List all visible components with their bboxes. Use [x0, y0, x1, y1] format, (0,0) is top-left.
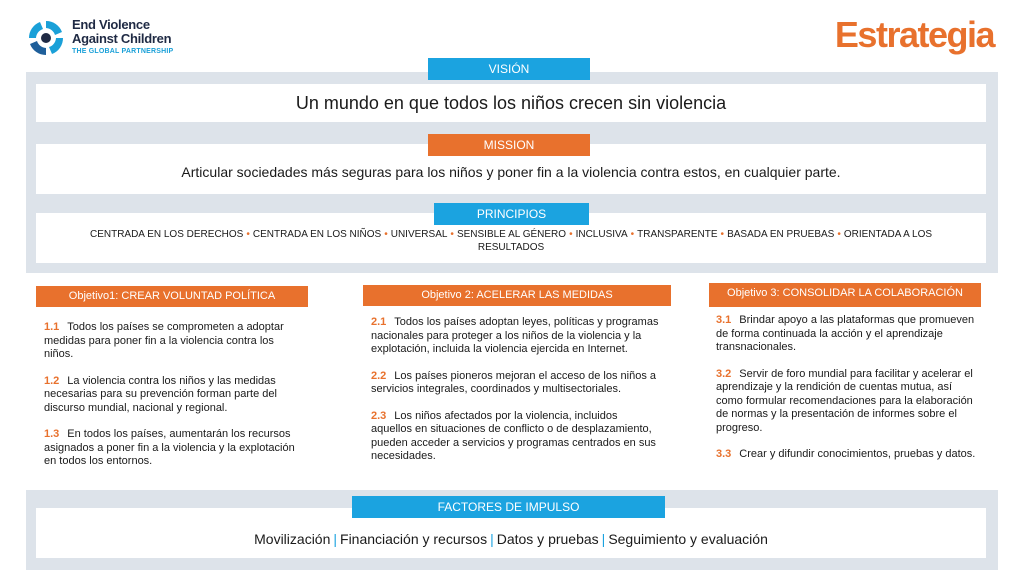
driver-separator: |	[333, 531, 338, 547]
item-text: Brindar apoyo a las plataformas que promueven de forma continuada la acción y el aprendizaje transnacionales.	[716, 314, 975, 353]
objective-2-list	[371, 316, 661, 477]
item-number: 3.1	[716, 314, 732, 326]
principle-item: UNIVERSAL	[390, 229, 448, 240]
brand-logo	[26, 18, 176, 62]
mission-text: Articular sociedades más seguras para los niños y poner fin a la violencia contra estos, en cualquier parte.	[181, 164, 841, 180]
principle-item: TRANSPARENTE	[637, 229, 718, 240]
brand-line-1: End Violence	[72, 17, 150, 32]
item-text: Crear y difundir conocimientos, pruebas y datos.	[739, 448, 976, 460]
principles-label: PRINCIPIOS	[434, 203, 589, 225]
principle-separator: •	[384, 229, 388, 240]
objective-item	[44, 428, 306, 469]
item-number: 2.3	[371, 409, 387, 422]
objective-2-title: Objetivo 2: ACELERAR LAS MEDIDAS	[363, 285, 671, 306]
item-text: Todos los países adoptan leyes, políticas y programas nacionales para proteger a los niños de la violencia y la explotación, incluida la violencia ejercida en Internet.	[371, 316, 659, 355]
principle-separator: •	[450, 229, 454, 240]
item-number: 1.3	[44, 428, 60, 440]
driver-item: Financiación y recursos	[340, 531, 488, 547]
driver-item: Seguimiento y evaluación	[608, 531, 768, 547]
principle-item: BASADA EN PRUEBAS	[727, 229, 835, 240]
item-number: 1.2	[44, 374, 60, 387]
item-text: Servir de foro mundial para facilitar y acelerar el aprendizaje y la rendición de cuentas mutua, así como formular recomendaciones para la elaboración de normas y la presentación de informes sobre el progreso.	[716, 367, 973, 434]
item-number: 2.1	[371, 316, 387, 328]
objective-item	[371, 410, 661, 464]
item-number: 2.2	[371, 369, 387, 382]
principle-item: INCLUSIVA	[575, 229, 628, 240]
objective-1-title: Objetivo1: CREAR VOLUNTAD POLÍTICA	[36, 286, 308, 307]
vision-label: VISIÓN	[428, 58, 590, 80]
brand-line-2: Against Children	[72, 31, 172, 46]
item-text: Los países pioneros mejoran el acceso de los niños a servicios integrales, coordinados y multisectoriales.	[371, 369, 657, 395]
item-number: 3.3	[716, 448, 732, 460]
principle-separator: •	[630, 229, 635, 240]
figures-circle-icon	[26, 18, 66, 58]
objective-item	[44, 321, 306, 362]
objective-item	[716, 314, 978, 355]
drivers-label: FACTORES DE IMPULSO	[352, 496, 665, 518]
objective-3-title: Objetivo 3: CONSOLIDAR LA COLABORACIÓN	[709, 283, 981, 307]
objective-item	[44, 375, 306, 416]
driver-separator: |	[490, 531, 494, 547]
brand-tagline: THE GLOBAL PARTNERSHIP	[72, 48, 174, 55]
principle-item: SENSIBLE AL GÉNERO	[456, 229, 567, 240]
driver-item: Datos y pruebas	[496, 531, 599, 547]
page-title: Estrategia	[834, 14, 994, 55]
principle-separator: •	[246, 229, 250, 240]
mission-label: MISSION	[428, 134, 590, 156]
objective-item	[716, 448, 978, 462]
item-text: La violencia contra los niños y las medidas necesarias para su prevención forman parte del discurso mundial, nacional y regional.	[44, 374, 277, 414]
driver-separator: |	[601, 531, 606, 547]
objective-item	[371, 370, 661, 397]
principle-separator: •	[720, 229, 725, 240]
item-number: 1.1	[44, 321, 60, 333]
objective-1-list	[44, 321, 306, 482]
item-text: En todos los países, aumentarán los recursos asignados a poner fin a la violencia y la explotación en todos los entornos.	[44, 428, 295, 467]
principle-separator: •	[837, 229, 841, 240]
objective-3-list	[716, 314, 978, 475]
objective-item	[716, 368, 978, 436]
item-text: Los niños afectados por la violencia, incluidos aquellos en situaciones de conflicto o de desplazamiento, pueden acceder a servicios y programas centrados en sus necesidades.	[371, 409, 656, 462]
objective-item	[371, 316, 661, 357]
principles-list	[60, 228, 962, 254]
drivers-list	[36, 520, 986, 558]
principle-separator: •	[569, 229, 573, 240]
principle-item: CENTRADA EN LOS DERECHOS	[89, 229, 244, 240]
item-text: Todos los países se comprometen a adoptar medidas para poner fin a la violencia contra los niños.	[44, 321, 284, 360]
item-number: 3.2	[716, 367, 732, 380]
principle-item: ORIENTADA A LOS RESULTADOS	[477, 229, 933, 253]
principle-item: CENTRADA EN LOS NIÑOS	[252, 229, 382, 240]
vision-text: Un mundo en que todos los niños crecen sin violencia	[295, 93, 727, 113]
driver-item: Movilización	[254, 531, 331, 547]
